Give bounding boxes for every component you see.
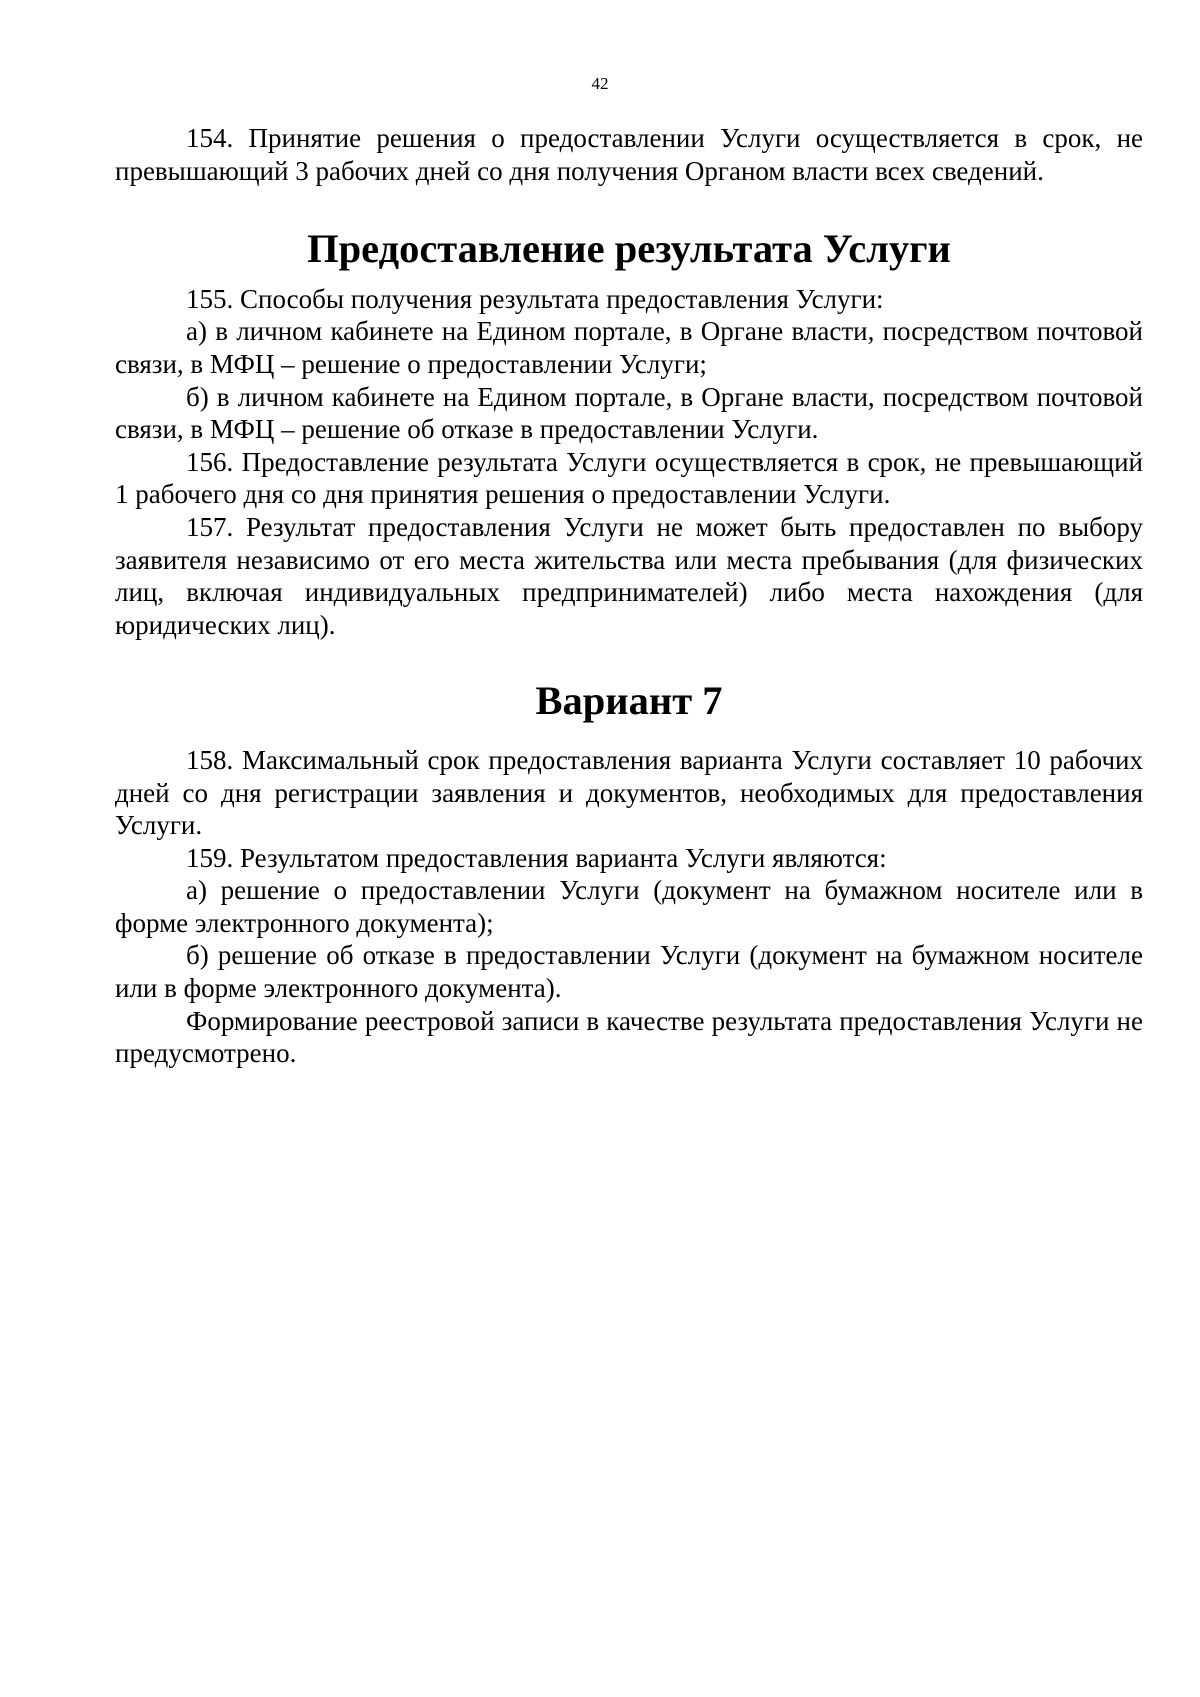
paragraph-159: 159. Результатом предоставления варианта Услуги являются: [186, 842, 887, 873]
paragraph-154: 154. Принятие решения о предоставлении Услуги осуществляется в срок, не превышающий 3 рабочих дней со дня получения Органом власти всех сведений. [115, 123, 1143, 186]
paragraph-159-b: б) решение об отказе в предоставлении Услуги (документ на бумажном носителе или в форме электронного документа). [115, 940, 1143, 1004]
paragraph-157: 157. Результат предоставления Услуги не может быть предоставлен по выбору заявителя независимо от его места жительства или места пребывания (для физических лиц, включая индивидуальных предпринимателей) либо места нахождения (для юридических лиц). [115, 511, 1143, 640]
paragraph-registry-note: Формирование реестровой записи в качестве результата предоставления Услуги не предусмотрено. [115, 1005, 1143, 1069]
section-heading-variant-7: Вариант 7 [535, 678, 723, 724]
paragraph-159-a: а) решение о предоставлении Услуги (документ на бумажном носителе или в форме электронного документа); [115, 875, 1143, 938]
document-body [115, 122, 1143, 1070]
page-number: 42 [591, 74, 609, 93]
paragraph-156: 156. Предоставление результата Услуги осуществляется в срок, не превышающий 1 рабочего дня со дня принятия решения о предоставлении Услуги. [115, 446, 1143, 510]
paragraph-155-a: а) в личном кабинете на Едином портале, в Органе власти, посредством почтовой связи, в МФЦ – решение о предоставлении Услуги; [115, 316, 1143, 379]
paragraph-155-b: б) в личном кабинете на Едином портале, в Органе власти, посредством почтовой связи, в МФЦ – решение об отказе в предоставлении Услуги. [115, 381, 1143, 445]
paragraph-155: 155. Способы получения результата предоставления Услуги: [186, 283, 884, 314]
section-heading-result: Предоставление результата Услуги [307, 226, 951, 272]
paragraph-158: 158. Максимальный срок предоставления варианта Услуги составляет 10 рабочих дней со дня регистрации заявления и документов, необходимых для предоставления Услуги. [115, 744, 1143, 841]
